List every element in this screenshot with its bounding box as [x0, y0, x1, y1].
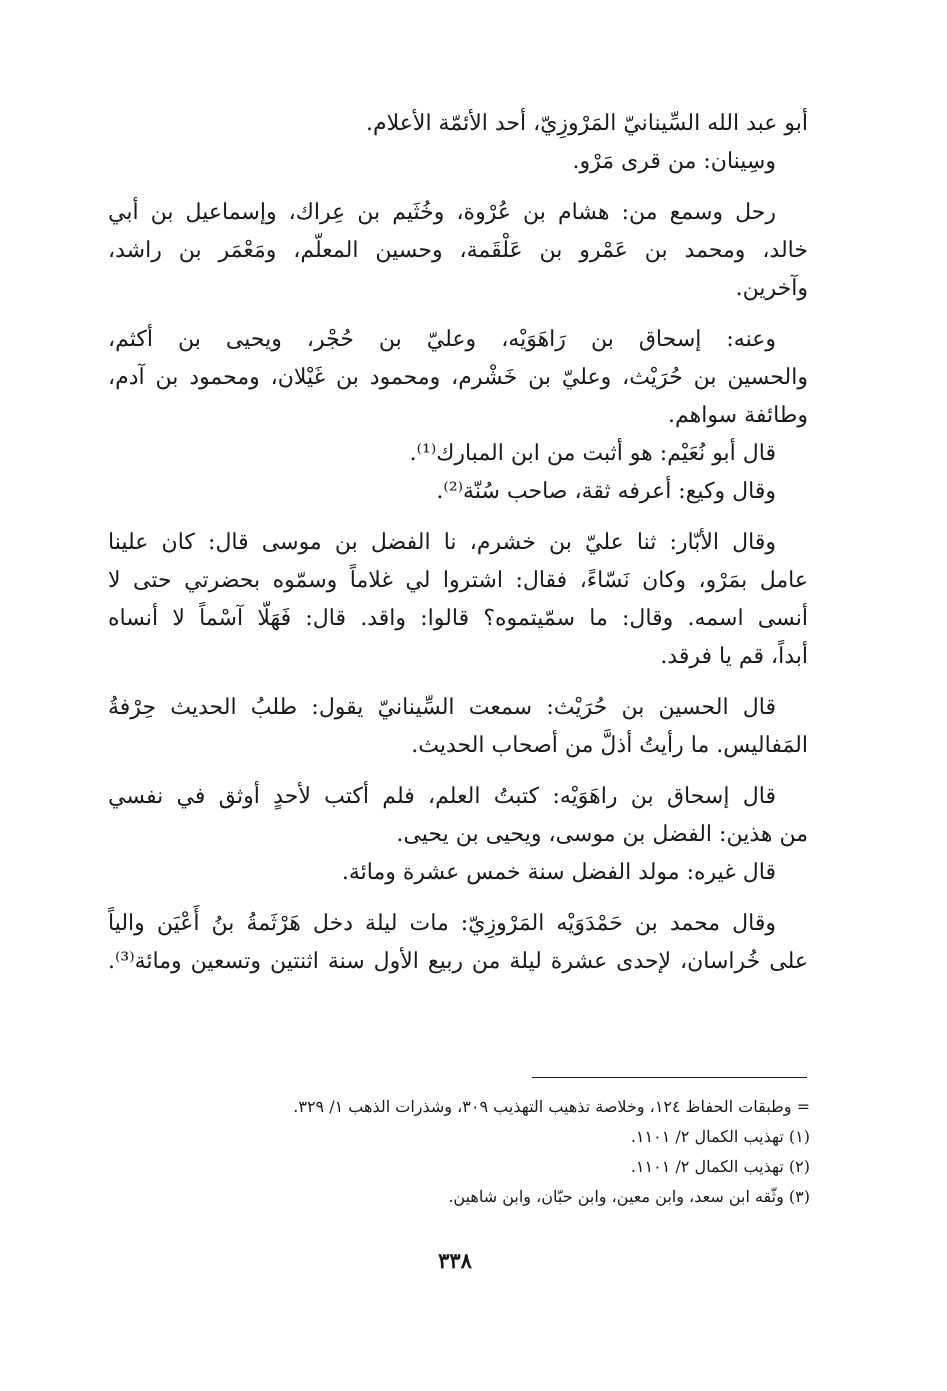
text-line: أبو عبد الله السِّينانيّ المَرْوزِيّ، أحد الأئمّة الأعلام. — [366, 111, 808, 136]
text-line: قال إسحاق بن راهَوَيْه: كتبتُ العلم، فلم أكتب لأحدٍ أوثق في نفسي — [108, 784, 776, 809]
text-line: خالد، ومحمد بن عَمْرو بن عَلْقَمة، وحسين المعلّم، ومَعْمَر بن راشد، — [108, 238, 808, 263]
text-line: أبداً، قم يا فرقد. — [660, 644, 808, 669]
text-line: وعنه: إسحاق بن رَاهَوَيْه، وعليّ بن حُجْر، ويحيى بن أكثم، — [108, 327, 776, 352]
text-line: قال الحسين بن حُرَيْث: سمعت السِّينانيّ يقول: طلبُ الحديث حِرْفةُ — [108, 695, 776, 720]
text-line: أنسى اسمه. وقال: ما سمّيتموه؟ قالوا: واقد. قال: فَهَلّا آسْماً لا أنساه — [108, 606, 808, 631]
main-text — [108, 105, 808, 981]
text-line: وسِينان: من قرى مَرْو. — [572, 149, 776, 174]
text-line: المَفاليس. ما رأيتُ أذلَّ من أصحاب الحديث. — [411, 733, 808, 758]
text-line: من هذين: الفضل بن موسى، ويحيى بن يحيى. — [396, 822, 808, 847]
text-line: وقال وكيع: أعرفه ثقة، صاحب سُنّة⁽²⁾. — [436, 479, 776, 504]
footnote: (٣) وثّقه ابن سعد، وابن معين، وابن حبّان، وابن شاهين. — [448, 1187, 810, 1206]
text-line: قال أبو نُعَيْم: هو أثبت من ابن المبارك⁽¹⁾. — [409, 441, 776, 466]
page-number: ٣٣٨ — [438, 1248, 472, 1273]
text-line: وطائفة سواهم. — [667, 403, 808, 428]
text-line: رحل وسمع من: هشام بن عُرْوة، وخُثَيم بن عِراك، وإسماعيل بن أبي — [108, 200, 776, 225]
footnote: = وطبقات الحفاظ ١٢٤، وخلاصة تذهيب التهذيب ٣٠٩، وشذرات الذهب ١/ ٣٢٩. — [293, 1097, 810, 1116]
text-line: وقال الأبّار: ثنا عليّ بن خشرم، نا الفضل بن موسى قال: كان علينا — [108, 530, 776, 555]
text-line: قال غيره: مولد الفضل سنة خمس عشرة ومائة. — [341, 860, 776, 885]
text-line: وآخرين. — [735, 276, 808, 301]
text-line: على خُراسان، لإحدى عشرة ليلة من ربيع الأول سنة اثنتين وتسعين ومائة⁽³⁾. — [108, 949, 808, 974]
footnote: (١) تهذيب الكمال ٢/ ١١٠١. — [630, 1127, 810, 1146]
footnote-divider — [532, 1077, 807, 1078]
text-line: وقال محمد بن حَمْدَوَيْه المَرْوزِيّ: مات ليلة دخل هَرْثَمةُ بنُ أَعْيَن والياً — [108, 911, 776, 936]
footnotes — [150, 1092, 810, 1212]
text-line: والحسين بن حُرَيْث، وعليّ بن خَشْرم، ومحمود بن غَيْلان، ومحمود بن آدم، — [108, 365, 808, 390]
text-line: عامل بمَرْو، وكان نَسّاءً، فقال: اشتروا لي غلاماً وسمّوه بحضرتي حتى لا — [108, 568, 808, 593]
footnote: (٢) تهذيب الكمال ٢/ ١١٠١. — [630, 1157, 810, 1176]
